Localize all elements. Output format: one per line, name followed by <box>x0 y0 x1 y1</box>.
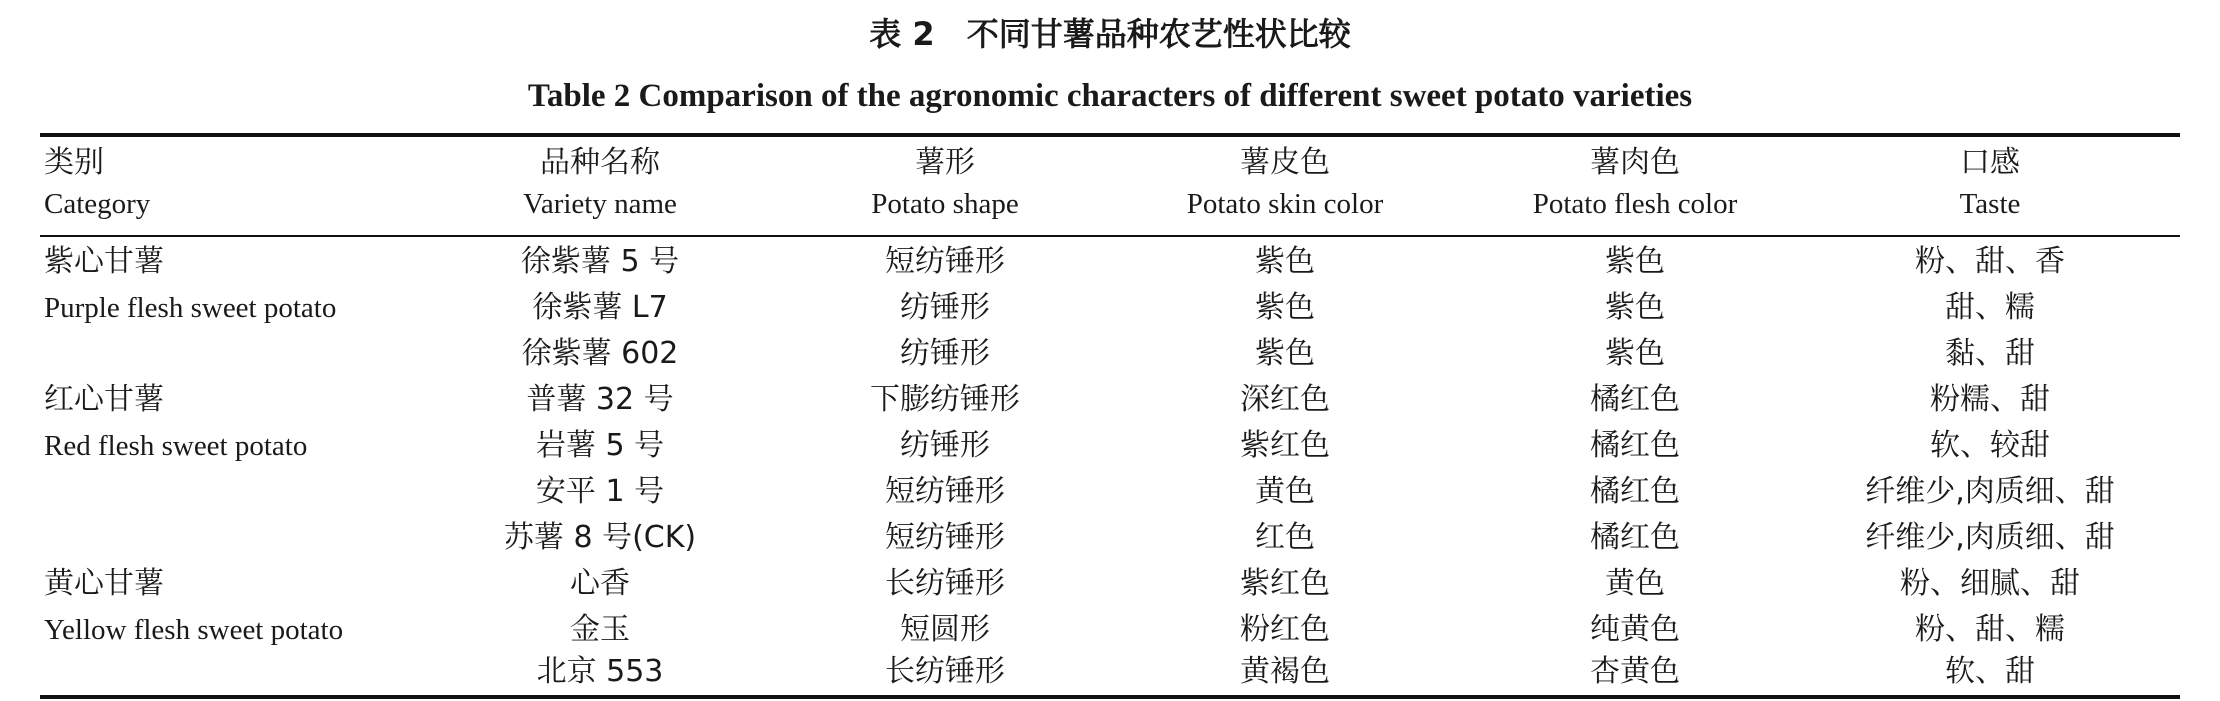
row-taste-text: 甜、糯 <box>1945 290 2035 325</box>
header-category-en: Category <box>44 188 151 220</box>
row-skin <box>1110 285 1460 331</box>
row-skin <box>1110 515 1460 561</box>
header-shape-en: Potato shape <box>871 188 1019 220</box>
table-row <box>40 649 2180 695</box>
header-flesh <box>1460 140 1810 222</box>
row-taste <box>1800 239 2180 285</box>
row-flesh <box>1460 649 1810 695</box>
header-category <box>44 140 464 222</box>
row-taste-text: 纤维少,肉质细、甜 <box>1865 520 2115 555</box>
header-variety <box>404 140 796 222</box>
row-taste <box>1800 515 2180 561</box>
row-taste-text: 粉、细腻、甜 <box>1900 566 2080 601</box>
row-category-text: Purple flesh sweet potato <box>44 292 337 324</box>
row-skin-text: 紫色 <box>1255 290 1315 325</box>
row-flesh <box>1460 285 1810 331</box>
row-category-text: 黄心甘薯 <box>44 566 164 601</box>
row-flesh-text: 橘红色 <box>1590 382 1680 417</box>
row-shape <box>770 377 1120 423</box>
row-flesh <box>1460 331 1810 377</box>
table-row <box>40 469 2180 515</box>
row-flesh-text: 橘红色 <box>1590 428 1680 463</box>
row-flesh <box>1460 561 1810 607</box>
table-header <box>40 140 2180 232</box>
row-shape-text: 纺锤形 <box>900 336 990 371</box>
row-category <box>44 423 464 469</box>
row-taste-text: 黏、甜 <box>1945 336 2035 371</box>
row-shape-text: 短纺锤形 <box>885 520 1005 555</box>
row-skin-text: 紫红色 <box>1240 566 1330 601</box>
row-flesh <box>1460 423 1810 469</box>
row-flesh-text: 杏黄色 <box>1590 654 1680 689</box>
row-variety <box>404 377 796 423</box>
row-category-text: Yellow flesh sweet potato <box>44 614 344 646</box>
row-variety <box>404 607 796 653</box>
row-taste <box>1800 377 2180 423</box>
row-category-text: Red flesh sweet potato <box>44 430 308 462</box>
header-taste-en: Taste <box>1959 188 2021 220</box>
row-taste <box>1800 607 2180 653</box>
row-shape <box>770 607 1120 653</box>
row-variety <box>404 423 796 469</box>
row-variety <box>404 239 796 285</box>
table-row <box>40 423 2180 469</box>
row-shape <box>770 561 1120 607</box>
row-taste <box>1800 649 2180 695</box>
header-taste <box>1800 140 2180 222</box>
row-category <box>44 377 464 423</box>
row-skin <box>1110 239 1460 285</box>
row-flesh-text: 紫色 <box>1605 244 1665 279</box>
table-caption-en: Table 2 Comparison of the agronomic characters of different sweet potato varieties <box>527 78 1693 114</box>
row-shape <box>770 423 1120 469</box>
row-shape <box>770 515 1120 561</box>
row-flesh <box>1460 607 1810 653</box>
top-rule <box>40 133 2180 137</box>
row-variety <box>404 515 796 561</box>
bottom-rule <box>40 695 2180 699</box>
row-variety-text: 心香 <box>570 566 630 601</box>
row-shape-text: 纺锤形 <box>900 290 990 325</box>
table-row <box>40 607 2180 653</box>
table-row <box>40 285 2180 331</box>
row-taste-text: 粉、甜、糯 <box>1915 612 2065 647</box>
table-row <box>40 515 2180 561</box>
row-skin-text: 黄色 <box>1255 474 1315 509</box>
header-flesh-en: Potato flesh color <box>1532 188 1738 220</box>
row-taste-text: 粉糯、甜 <box>1930 382 2050 417</box>
header-shape-cn: 薯形 <box>915 145 975 180</box>
row-variety-text: 徐紫薯 5 号 <box>520 244 680 279</box>
row-shape-text: 纺锤形 <box>900 428 990 463</box>
header-flesh-cn: 薯肉色 <box>1590 145 1680 180</box>
row-shape <box>770 649 1120 695</box>
row-shape-text: 短纺锤形 <box>885 244 1005 279</box>
row-variety-text: 北京 553 <box>536 654 664 689</box>
row-shape <box>770 331 1120 377</box>
row-skin-text: 紫红色 <box>1240 428 1330 463</box>
row-skin <box>1110 607 1460 653</box>
row-flesh-text: 紫色 <box>1605 336 1665 371</box>
row-variety <box>404 561 796 607</box>
row-variety-text: 金玉 <box>570 612 630 647</box>
row-flesh <box>1460 515 1810 561</box>
row-shape <box>770 285 1120 331</box>
header-variety-en: Variety name <box>523 188 677 220</box>
row-shape <box>770 469 1120 515</box>
row-flesh-text: 纯黄色 <box>1590 612 1680 647</box>
row-taste <box>1800 561 2180 607</box>
row-taste-text: 粉、甜、香 <box>1915 244 2065 279</box>
header-skin-cn: 薯皮色 <box>1240 145 1330 180</box>
row-variety <box>404 469 796 515</box>
table-row <box>40 331 2180 377</box>
row-taste <box>1800 331 2180 377</box>
row-taste <box>1800 423 2180 469</box>
row-variety-text: 徐紫薯 602 <box>521 336 679 371</box>
header-skin-en: Potato skin color <box>1186 188 1384 220</box>
header-shape <box>770 140 1120 222</box>
row-skin <box>1110 469 1460 515</box>
row-taste-text: 纤维少,肉质细、甜 <box>1865 474 2115 509</box>
header-skin <box>1110 140 1460 222</box>
row-shape-text: 长纺锤形 <box>885 654 1005 689</box>
row-variety-text: 徐紫薯 L7 <box>532 290 668 325</box>
table-row <box>40 377 2180 423</box>
header-variety-cn: 品种名称 <box>540 145 660 180</box>
row-skin <box>1110 423 1460 469</box>
row-flesh <box>1460 239 1810 285</box>
row-taste-text: 软、甜 <box>1945 654 2035 689</box>
row-skin-text: 紫色 <box>1255 336 1315 371</box>
header-taste-cn: 口感 <box>1960 145 2020 180</box>
row-taste <box>1800 285 2180 331</box>
row-category <box>44 607 464 653</box>
row-category-text: 紫心甘薯 <box>44 244 164 279</box>
row-flesh-text: 黄色 <box>1605 566 1665 601</box>
row-variety-text: 普薯 32 号 <box>526 382 674 417</box>
row-flesh-text: 紫色 <box>1605 290 1665 325</box>
row-variety <box>404 331 796 377</box>
row-category <box>44 561 464 607</box>
row-category <box>44 285 464 331</box>
row-skin <box>1110 377 1460 423</box>
row-variety-text: 岩薯 5 号 <box>535 428 665 463</box>
table-caption-cn: 表 2 不同甘薯品种农艺性状比较 <box>869 15 1351 53</box>
row-variety <box>404 649 796 695</box>
row-flesh-text: 橘红色 <box>1590 474 1680 509</box>
row-category <box>44 239 464 285</box>
row-skin <box>1110 331 1460 377</box>
row-skin-text: 粉红色 <box>1240 612 1330 647</box>
row-shape-text: 短圆形 <box>900 612 990 647</box>
row-flesh <box>1460 377 1810 423</box>
row-variety-text: 安平 1 号 <box>535 474 665 509</box>
row-shape-text: 长纺锤形 <box>885 566 1005 601</box>
row-skin <box>1110 649 1460 695</box>
header-rule <box>40 235 2180 237</box>
row-category-text: 红心甘薯 <box>44 382 164 417</box>
row-taste-text: 软、较甜 <box>1930 428 2050 463</box>
row-flesh <box>1460 469 1810 515</box>
header-category-cn: 类别 <box>44 145 104 180</box>
row-shape <box>770 239 1120 285</box>
row-skin-text: 黄褐色 <box>1240 654 1330 689</box>
table-row <box>40 239 2180 285</box>
row-shape-text: 下膨纺锤形 <box>870 382 1020 417</box>
row-skin <box>1110 561 1460 607</box>
table-row <box>40 561 2180 607</box>
row-flesh-text: 橘红色 <box>1590 520 1680 555</box>
row-shape-text: 短纺锤形 <box>885 474 1005 509</box>
row-variety <box>404 285 796 331</box>
row-variety-text: 苏薯 8 号(CK) <box>503 520 697 555</box>
row-taste <box>1800 469 2180 515</box>
row-skin-text: 深红色 <box>1240 382 1330 417</box>
row-skin-text: 紫色 <box>1255 244 1315 279</box>
row-skin-text: 红色 <box>1255 520 1315 555</box>
